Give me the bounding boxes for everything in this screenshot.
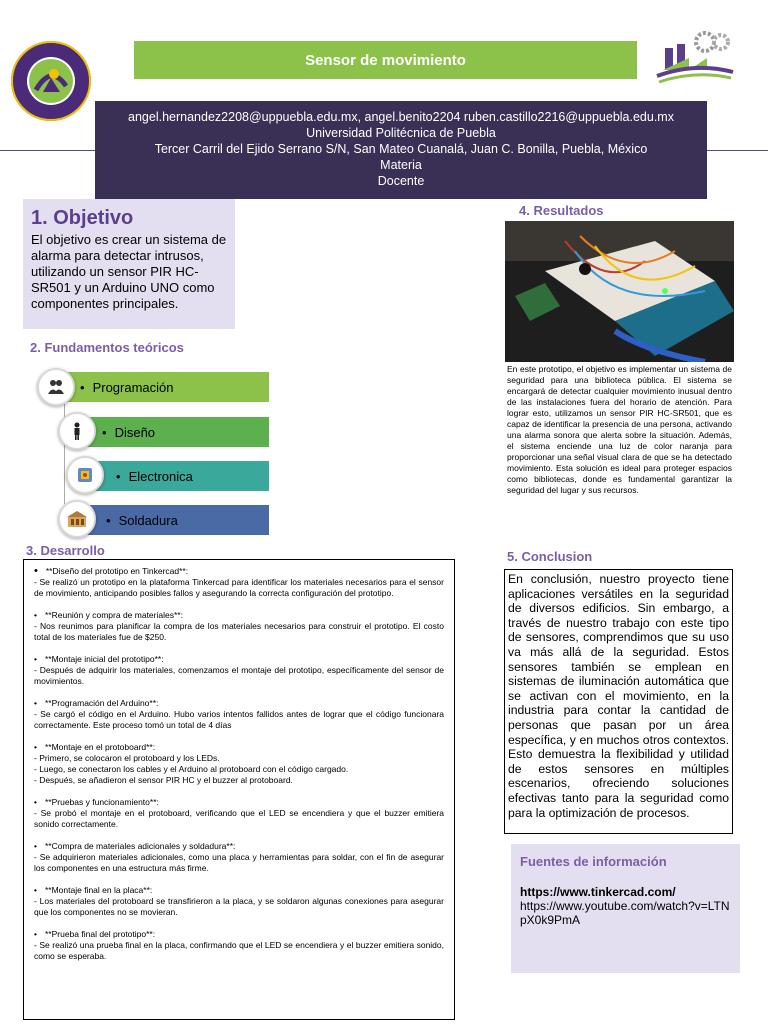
- development-section: [23, 559, 455, 1020]
- sources-heading: Fuentes de información: [520, 854, 667, 869]
- author-emails: angel.hernandez2208@uppuebla.edu.mx, angel.benito2204 ruben.castillo2216@uppuebla.edu.mx: [128, 110, 674, 124]
- person-icon: [58, 412, 96, 450]
- fundamental-label: Programación: [92, 379, 174, 395]
- list-item: • **Compra de materiales adicionales y soldadura**: - Se adquirieron materiales adicionales, como una placa y herramientas para soldar, con el fin de asegurar los componentes en una estructura más firme.: [34, 841, 444, 873]
- poster-title: Sensor de movimiento: [134, 41, 637, 79]
- list-item: • **Prueba final del prototipo**: - Se realizó una prueba final en la placa, confirmando que el LED se encendiera y el buzzer emitiera sonido, como se esperaba.: [34, 929, 444, 961]
- building-icon: [58, 500, 96, 538]
- results-text: En este prototipo, el objetivo es implementar un sistema de seguridad para una biblioteca pública. El sistema se encargará de detectar cualquier movimiento inusual dentro de las instalaciones fuera del horario de atención. Para lograr esto, utilizamos un sensor PIR HC-SR501, que es capaz de identificar la presencia de una persona, activando una alarma sonora que alerta sobre la situación. Además, el sistema enciende una luz de color naranja para proporcionar una señal visual clara de que se ha detectado movimiento. Esta solución es ideal para proteger espacios como bibliotecas, donde es fundamental garantizar la seguridad del lugar y sus recursos.: [507, 364, 732, 495]
- author-info: [95, 101, 707, 199]
- fundamentals-heading: 2. Fundamentos teóricos: [30, 340, 184, 355]
- university-logo: [10, 40, 92, 122]
- development-heading: 3. Desarrollo: [26, 543, 105, 558]
- source-link-youtube[interactable]: https://www.youtube.com/watch?v=LTNpX0k9PmA: [520, 899, 730, 927]
- sources-section: [511, 844, 740, 973]
- conclusion-text: En conclusión, nuestro proyecto tiene aplicaciones versátiles en la seguridad de diversos edificios. Sin embargo, a través de nuestro trabajo con este tipo de sensores, comprendimos que su uso va más allá de la seguridad. Estos sensores también se emplean en sistemas de iluminación automática que se activan con el movimiento, en la industria para contar la cantidad de personas que pasan por un área específica, y en muchos otros contextos. Esto demuestra la flexibilidad y utilidad de estos sensores en múltiples escenarios, ofreciendo soluciones efectivas tanto para la seguridad como para la optimización de procesos.: [504, 569, 733, 834]
- list-item: • **Programación del Arduino**: - Se cargó el código en el Arduino. Hubo varios intentos fallidos antes de lograr que el código funcionara correctamente. Este proceso tomó un total de 4 días: [34, 698, 444, 730]
- university-address: Tercer Carril del Ejido Serrano S/N, San Mateo Cuanalá, Juan C. Bonilla, Puebla, México: [154, 142, 648, 156]
- fundamental-item-soldadura: • Soldadura: [80, 505, 269, 535]
- chip-icon: [66, 456, 104, 494]
- industrial-logo: [655, 26, 737, 104]
- fundamental-label: Diseño: [114, 424, 156, 440]
- objective-text: El objetivo es crear un sistema de alarma para detectar intrusos, utilizando un sensor PIR HC-SR501 y un Arduino UNO como componentes principales.: [31, 232, 227, 311]
- list-item: • **Montaje final en la placa**: - Los materiales del protoboard se transfirieron a la placa, y se soldaron algunas conexiones para asegurar que los componentes no se movieran.: [34, 885, 444, 917]
- list-item: • **Montaje en el protoboard**: - Primero, se colocaron el protoboard y los LEDs. - Luego, se conectaron los cables y el Arduino al protoboard con el código cargado. - Después, se añadieron el sensor PIR HC y el buzzer al protoboard.: [34, 742, 349, 785]
- fundamental-label: Soldadura: [118, 512, 178, 528]
- conclusion-heading: 5. Conclusion: [507, 549, 593, 564]
- objective-section: [23, 199, 235, 329]
- course-name: Materia: [380, 158, 422, 172]
- fundamental-item-diseno: • Diseño: [80, 417, 269, 447]
- source-link-tinkercad[interactable]: https://www.tinkercad.com/: [520, 885, 676, 899]
- fundamental-item-programacion: • Programación: [60, 372, 269, 402]
- fundamental-label: Electronica: [128, 468, 193, 484]
- teacher-name: Docente: [377, 174, 425, 188]
- university-name: Universidad Politécnica de Puebla: [306, 126, 496, 140]
- list-item: • **Diseño del prototipo en Tinkercad**: - Se realizó un prototipo en la plataforma Tinkercad para identificar los materiales necesarios para el sensor de movimiento, anticipando posibles fallos y asegurando la correcta configuración del prototipo.: [34, 565, 444, 598]
- fundamental-item-electronica: • Electronica: [90, 461, 269, 491]
- factory-gears-icon: [655, 26, 737, 104]
- list-item: • **Pruebas y funcionamiento**: - Se probó el montaje en el protoboard, verificando que el LED se encendiera y que el buzzer emitiera sonido correctamente.: [34, 797, 444, 829]
- breadboard-photo-icon: [505, 221, 734, 362]
- list-item: • **Reunión y compra de materiales**: - Nos reunimos para planificar la compra de los materiales necesarios para construir el prototipo. El costo total de los materiales fue de $250.: [34, 610, 444, 642]
- people-icon: [37, 368, 75, 406]
- results-heading: 4. Resultados: [519, 203, 604, 218]
- list-item: • **Montaje inicial del prototipo**: - Después de adquirir los materiales, comenzamos el montaje del prototipo, específicamente del sensor de movimientos.: [34, 654, 444, 686]
- university-seal-icon: [10, 40, 92, 122]
- prototype-photo: [505, 221, 734, 362]
- objective-heading: 1. Objetivo: [31, 207, 134, 229]
